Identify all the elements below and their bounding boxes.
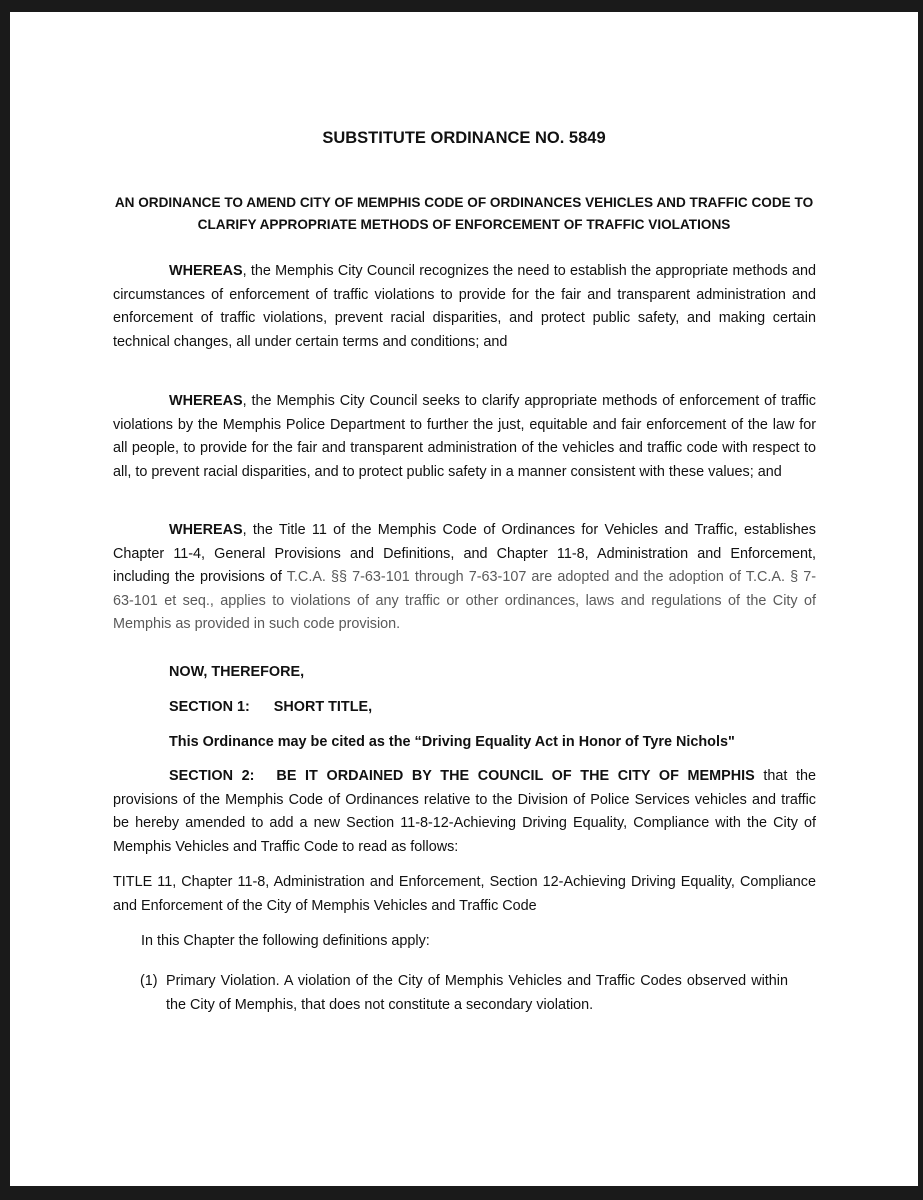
whereas-lead: WHEREAS [169,522,243,538]
section-1-heading [169,696,372,720]
section-2-lead: BE IT ORDAINED BY THE COUNCIL OF THE CITY OF MEMPHIS [276,768,755,784]
short-title-citation: This Ordinance may be cited as the “Driving Equality Act in Honor of Tyre Nichols" [169,734,735,750]
definition-text: Primary Violation. A violation of the City of Memphis Vehicles and Traffic Codes observed within the City of Memphis, that does not constitute a secondary violation. [166,973,788,1013]
title-11-heading: TITLE 11, Chapter 11-8, Administration and Enforcement, Section 12-Achieving Driving Equality, Compliance and Enforcement of the City of Memphis Vehicles and Traffic Code [113,874,816,914]
tca-citation-text: T.C.A. §§ 7-63-101 through 7-63-107 are adopted and the adoption of T.C.A. § 7-63-101 et seq., applies to violations of any traffic or other ordinances, laws and regulations of the City of Memphis as provided in such code provision. [113,569,816,632]
definitions-intro: In this Chapter the following definitions apply: [141,933,430,949]
definition-item-1 [140,969,788,1017]
document-page [10,12,918,1186]
section-2-label: SECTION 2: [169,768,255,784]
section-2-paragraph [113,765,816,859]
whereas-paragraph-1 [113,260,816,354]
section-2-text: that the provisions of the Memphis Code of Ordinances relative to the Division of Police Services vehicles and traffic be hereby amended to add a new Section 11-8-12-Achieving Driving Equality, Compliance with the City of Memphis Vehicles and Traffic Code to read as follows: [113,768,816,855]
whereas-lead: WHEREAS [169,263,243,279]
now-therefore: NOW, THEREFORE, [169,664,305,680]
section-1-title: SHORT TITLE, [273,699,373,715]
ordinance-title: SUBSTITUTE ORDINANCE NO. 5849 [322,129,606,147]
whereas-lead: WHEREAS [169,393,243,409]
whereas-text: , the Memphis City Council seeks to clarify appropriate methods of enforcement of traffic violations by the Memphis Police Department to further the just, equitable and fair enforcement of the law for all people, to provide for the fair and transparent administration of the vehicles and traffic code with respect to all, to prevent racial disparities, and to protect public safety in a manner consistent with these values; and [113,393,816,480]
whereas-text: , the Memphis City Council recognizes the need to establish the appropriate methods and circumstances of enforcement of traffic violations to provide for the fair and transparent administration and enforcement of traffic violations, prevent racial disparities, and protect public safety, and making certain technical changes, all under certain terms and conditions; and [113,263,816,350]
ordinance-subtitle: AN ORDINANCE TO AMEND CITY OF MEMPHIS CODE OF ORDINANCES VEHICLES AND TRAFFIC CODE TO CLARIFY APPROPRIATE METHODS OF ENFORCEMENT OF TRAFFIC VIOLATIONS [114,195,814,232]
whereas-paragraph-3 [113,519,816,637]
whereas-paragraph-2 [113,390,816,484]
section-1-label: SECTION 1: [169,699,250,715]
whereas-text: , the Title 11 of the Memphis Code of Ordinances for Vehicles and Traffic, establishes Chapter 11-4, General Provisions and Definitions, and Chapter 11-8, Administration and Enforcement, including the provisions of [113,522,816,585]
definition-number: (1) [140,973,158,989]
